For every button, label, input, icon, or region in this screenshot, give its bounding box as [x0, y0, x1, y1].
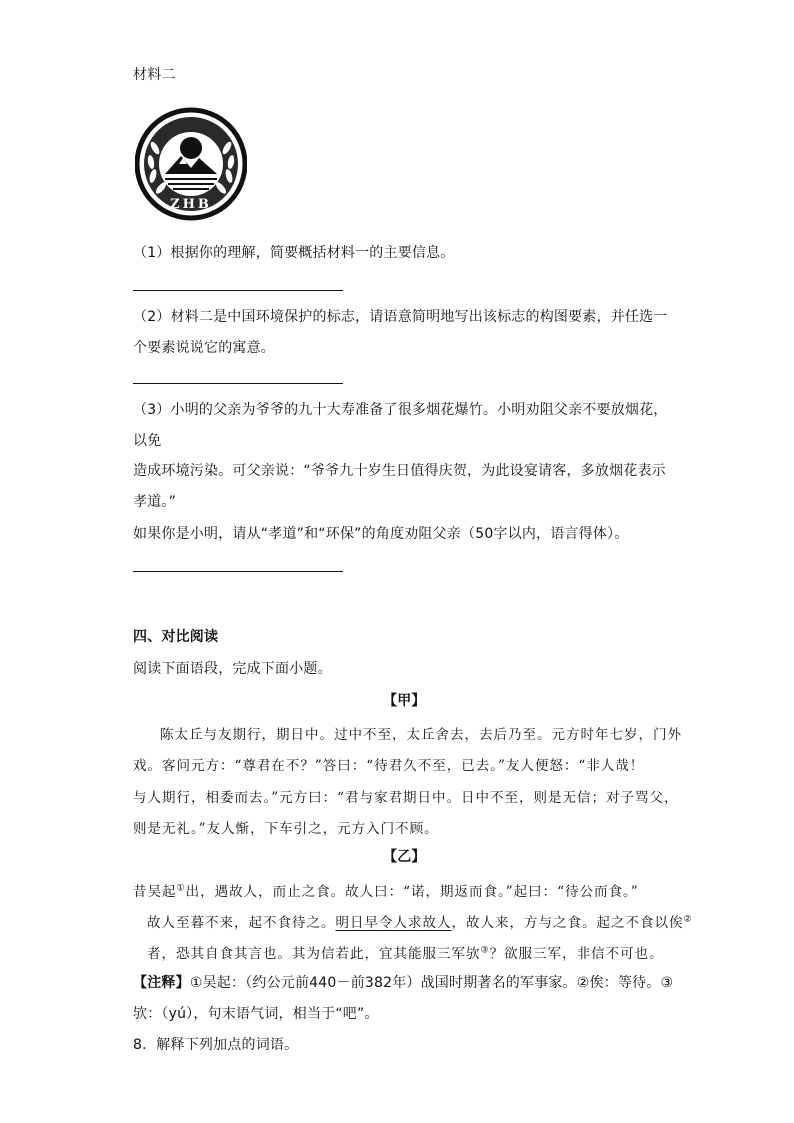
question-3-line-4: 孝道。”	[133, 494, 177, 510]
passage-yi-heading: 【乙】	[383, 849, 426, 865]
footnote-marker: ②	[683, 914, 693, 925]
footnote-marker: ③	[480, 945, 490, 956]
passage-yi-line-3	[147, 942, 664, 962]
answer-line-3[interactable]	[133, 571, 343, 572]
passage-jia-line-1: 陈太丘与友期行，期日中。过中不至，太丘舍去，去后乃至。元方时年七岁，门外	[160, 727, 682, 743]
zhb-logo-icon	[135, 100, 247, 228]
passage-jia-heading: 【甲】	[383, 693, 426, 709]
passage-yi-text: ？欲服三军，非信不可也。	[489, 946, 664, 962]
question-2-line-1: （2）材料二是中国环境保护的标志，请语意简明地写出该标志的构图要素，并任选一	[133, 309, 668, 325]
passage-jia-line-4: 则是无礼。”友人惭，下车引之，元方入门不顾。	[133, 821, 439, 837]
svg-text:ZHB: ZHB	[170, 197, 212, 212]
answer-line-1[interactable]	[133, 290, 343, 291]
section-4-title: 四、对比阅读	[133, 629, 219, 645]
notes-line-1	[133, 974, 673, 992]
zhb-environment-logo	[135, 100, 247, 228]
question-8: 8．解释下列加点的词语。	[133, 1037, 299, 1053]
notes-label: 【注释】	[133, 975, 190, 991]
passage-yi-text: ，故人来，方与之食。起之不食以俟	[451, 915, 684, 931]
question-3-line-1: （3）小明的父亲为爷爷的九十大寿准备了很多烟花爆竹。小明劝阻父亲不要放烟花，	[133, 402, 668, 418]
question-1: （1）根据你的理解，简要概括材料一的主要信息。	[133, 245, 455, 261]
section-4-instruction: 阅读下面语段，完成下面小题。	[133, 661, 332, 677]
passage-yi-line-1	[133, 880, 639, 900]
question-3-line-5: 如果你是小明，请从“孝道”和“环保”的角度劝阻父亲（50字以内，语言得体）。	[133, 526, 629, 542]
footnote-marker: ①	[176, 883, 186, 894]
passage-yi-text: 故人至暮不来，起不食待之。	[147, 915, 336, 931]
passage-jia-line-3: 与人期行，相委而去。”元方曰：“君与家君期日中。日中不至，则是无信；对子骂父，	[133, 790, 679, 806]
question-2-line-2: 个要素说说它的寓意。	[133, 340, 275, 356]
passage-yi-text: 昔吴起	[133, 884, 177, 900]
notes-text: ①吴起：（约公元前440－前382年）战国时期著名的军事家。②俟：等待。③	[189, 975, 674, 991]
passage-yi-line-2	[147, 911, 693, 931]
notes-line-2: 欤：（yú），句末语气词，相当于“吧”。	[133, 1006, 379, 1022]
material-2-label: 材料二	[133, 67, 176, 83]
question-3-line-2: 以免	[133, 433, 162, 449]
question-3-line-3: 造成环境污染。可父亲说：“爷爷九十岁生日值得庆贺，为此设宴请客，多放烟花表示	[133, 463, 666, 479]
passage-jia-line-2: 戏。客问元方：“尊君在不？”答曰：“待君久不至，已去。”友人便怒：“非人哉！	[133, 758, 645, 774]
answer-line-2[interactable]	[133, 383, 343, 384]
passage-yi-text: 出，遇故人，而止之食。故人曰：“诺，期返而食。”起曰：“待公而食。”	[185, 884, 639, 900]
underlined-sentence: 明日早令人求故人	[335, 915, 452, 931]
passage-yi-text: 者，恐其自食其言也。其为信若此，宜其能服三军欤	[147, 946, 481, 962]
